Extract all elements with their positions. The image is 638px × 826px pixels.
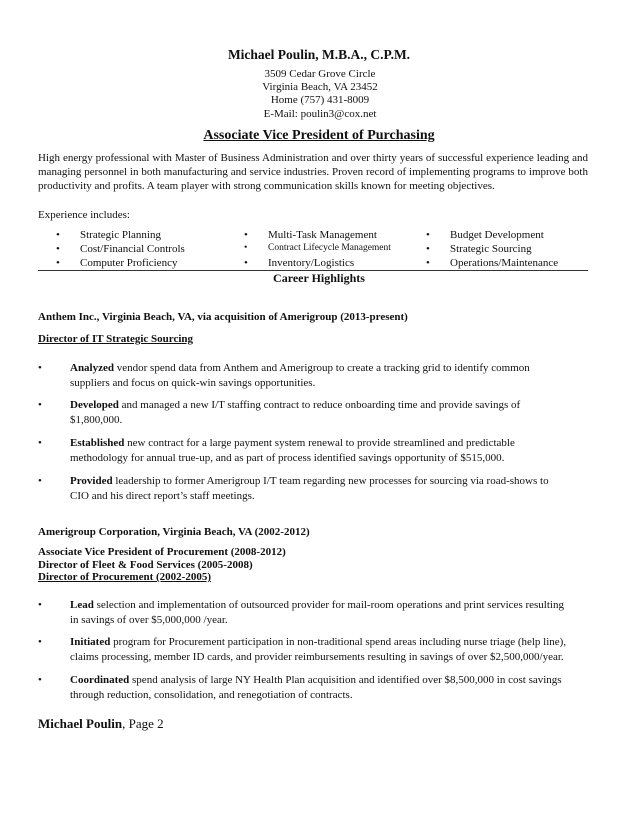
company-heading: Amerigroup Corporation, Virginia Beach, VA (2002-2012) xyxy=(38,526,310,538)
achievement-text-cont: suppliers and focus on quick-win savings opportunities. xyxy=(70,376,316,389)
address-line-2: Virginia Beach, VA 23452 xyxy=(262,81,378,94)
skill-label: Computer Proficiency xyxy=(80,257,178,269)
achievement-text: selection and implementation of outsourced provider for mail-room operations and print services resulting xyxy=(93,599,564,611)
skill-label: Multi-Task Management xyxy=(268,229,377,241)
achievement-text: program for Procurement participation in non-traditional spend areas including nurse triage (help line), xyxy=(110,636,567,648)
contact-block xyxy=(230,68,410,121)
candidate-name: Michael Poulin, M.B.A., C.P.M. xyxy=(227,47,411,62)
achievement-text: vendor spend data from Anthem and Amerigroup to create a tracking grid to identify common xyxy=(114,362,530,374)
experience-label: Experience includes: xyxy=(38,209,130,221)
company-heading: Anthem Inc., Virginia Beach, VA, via acquisition of Amerigroup (2013-present) xyxy=(38,311,408,323)
achievement-text: new contract for a large payment system renewal to provide streamlined and predictable xyxy=(124,437,515,449)
skills-grid xyxy=(38,226,588,271)
skill-label: Contract Lifecycle Management xyxy=(268,243,391,253)
achievement-lead: Analyzed xyxy=(70,362,114,374)
job-title: Associate Vice President of Purchasing xyxy=(203,128,435,143)
bullet-icon: • xyxy=(38,399,42,411)
bullet-icon: • xyxy=(56,257,60,269)
achievement-text: and managed a new I/T staffing contract to reduce onboarding time and provide savings of xyxy=(118,399,521,411)
bullet-icon: • xyxy=(56,229,60,241)
role-heading: Director of IT Strategic Sourcing xyxy=(38,333,193,345)
bullet-icon: • xyxy=(38,362,42,374)
achievement-text: spend analysis of large NY Health Plan acquisition and identified over $8,500,000 in cost savings xyxy=(129,674,562,686)
bullet-icon: • xyxy=(244,257,248,269)
bullet-icon: • xyxy=(244,229,248,241)
bullet-icon: • xyxy=(38,636,42,648)
bullet-icon: • xyxy=(244,243,248,253)
role-heading: Director of Procurement (2002-2005) xyxy=(38,571,211,583)
address-line-1: 3509 Cedar Grove Circle xyxy=(264,68,376,80)
bullet-icon: • xyxy=(56,243,60,255)
career-heading: Career Highlights xyxy=(273,271,365,285)
achievement-lead: Coordinated xyxy=(70,674,130,686)
achievement-lead: Lead xyxy=(70,599,94,611)
skill-label: Cost/Financial Controls xyxy=(80,243,185,255)
role-heading: Director of Fleet & Food Services (2005-2008) xyxy=(38,559,253,571)
summary-paragraph: High energy professional with Master of Business Administration and over thirty years of successful experience leading and managing personnel in both manufacturing and service industries. Proven record of implementing programs to improve both productivity and profits. A team player with strong communication skills known for meeting objectives. xyxy=(38,152,588,193)
bullet-icon: • xyxy=(426,243,430,255)
achievement-text-cont: claims processing, member ID cards, and provider reimbursements resulting in savings of over $2,500,000/year. xyxy=(70,650,564,663)
achievement-lead: Established xyxy=(70,437,125,449)
achievement-lead: Developed xyxy=(70,399,119,411)
email-line: E-Mail: poulin3@cox.net xyxy=(263,107,377,120)
achievement-text-cont: CIO and his direct report’s staff meetings. xyxy=(70,489,255,502)
achievement-text-cont: in savings of over $5,000,000 /year. xyxy=(70,613,228,626)
bullet-icon: • xyxy=(38,674,42,686)
page-footer xyxy=(38,716,164,732)
skill-label: Strategic Planning xyxy=(80,229,161,241)
bullet-icon: • xyxy=(38,599,42,611)
skill-label: Operations/Maintenance xyxy=(450,257,559,269)
skill-label: Inventory/Logistics xyxy=(268,257,355,269)
bullet-icon: • xyxy=(38,475,42,487)
achievement-text: leadership to former Amerigroup I/T team regarding new processes for sourcing via road-shows to xyxy=(112,475,549,487)
achievement-text-cont: methodology for annual true-up, and as part of process identified savings opportunity of $515,000. xyxy=(70,451,505,464)
footer-page: , Page 2 xyxy=(122,716,164,731)
achievement-lead: Provided xyxy=(70,475,113,487)
achievement-lead: Initiated xyxy=(70,636,111,648)
achievement-text-cont: $1,800,000. xyxy=(70,413,123,426)
bullet-icon: • xyxy=(426,229,430,241)
phone-line: Home (757) 431-8009 xyxy=(270,94,370,107)
bullet-icon: • xyxy=(38,437,42,449)
role-heading: Associate Vice President of Procurement (2008-2012) xyxy=(38,546,286,558)
skill-label: Budget Development xyxy=(450,229,544,241)
achievement-text-cont: through reduction, consolidation, and renegotiation of contracts. xyxy=(70,688,353,701)
footer-name: Michael Poulin xyxy=(38,716,123,731)
skill-label: Strategic Sourcing xyxy=(450,243,532,255)
bullet-icon: • xyxy=(426,257,430,269)
